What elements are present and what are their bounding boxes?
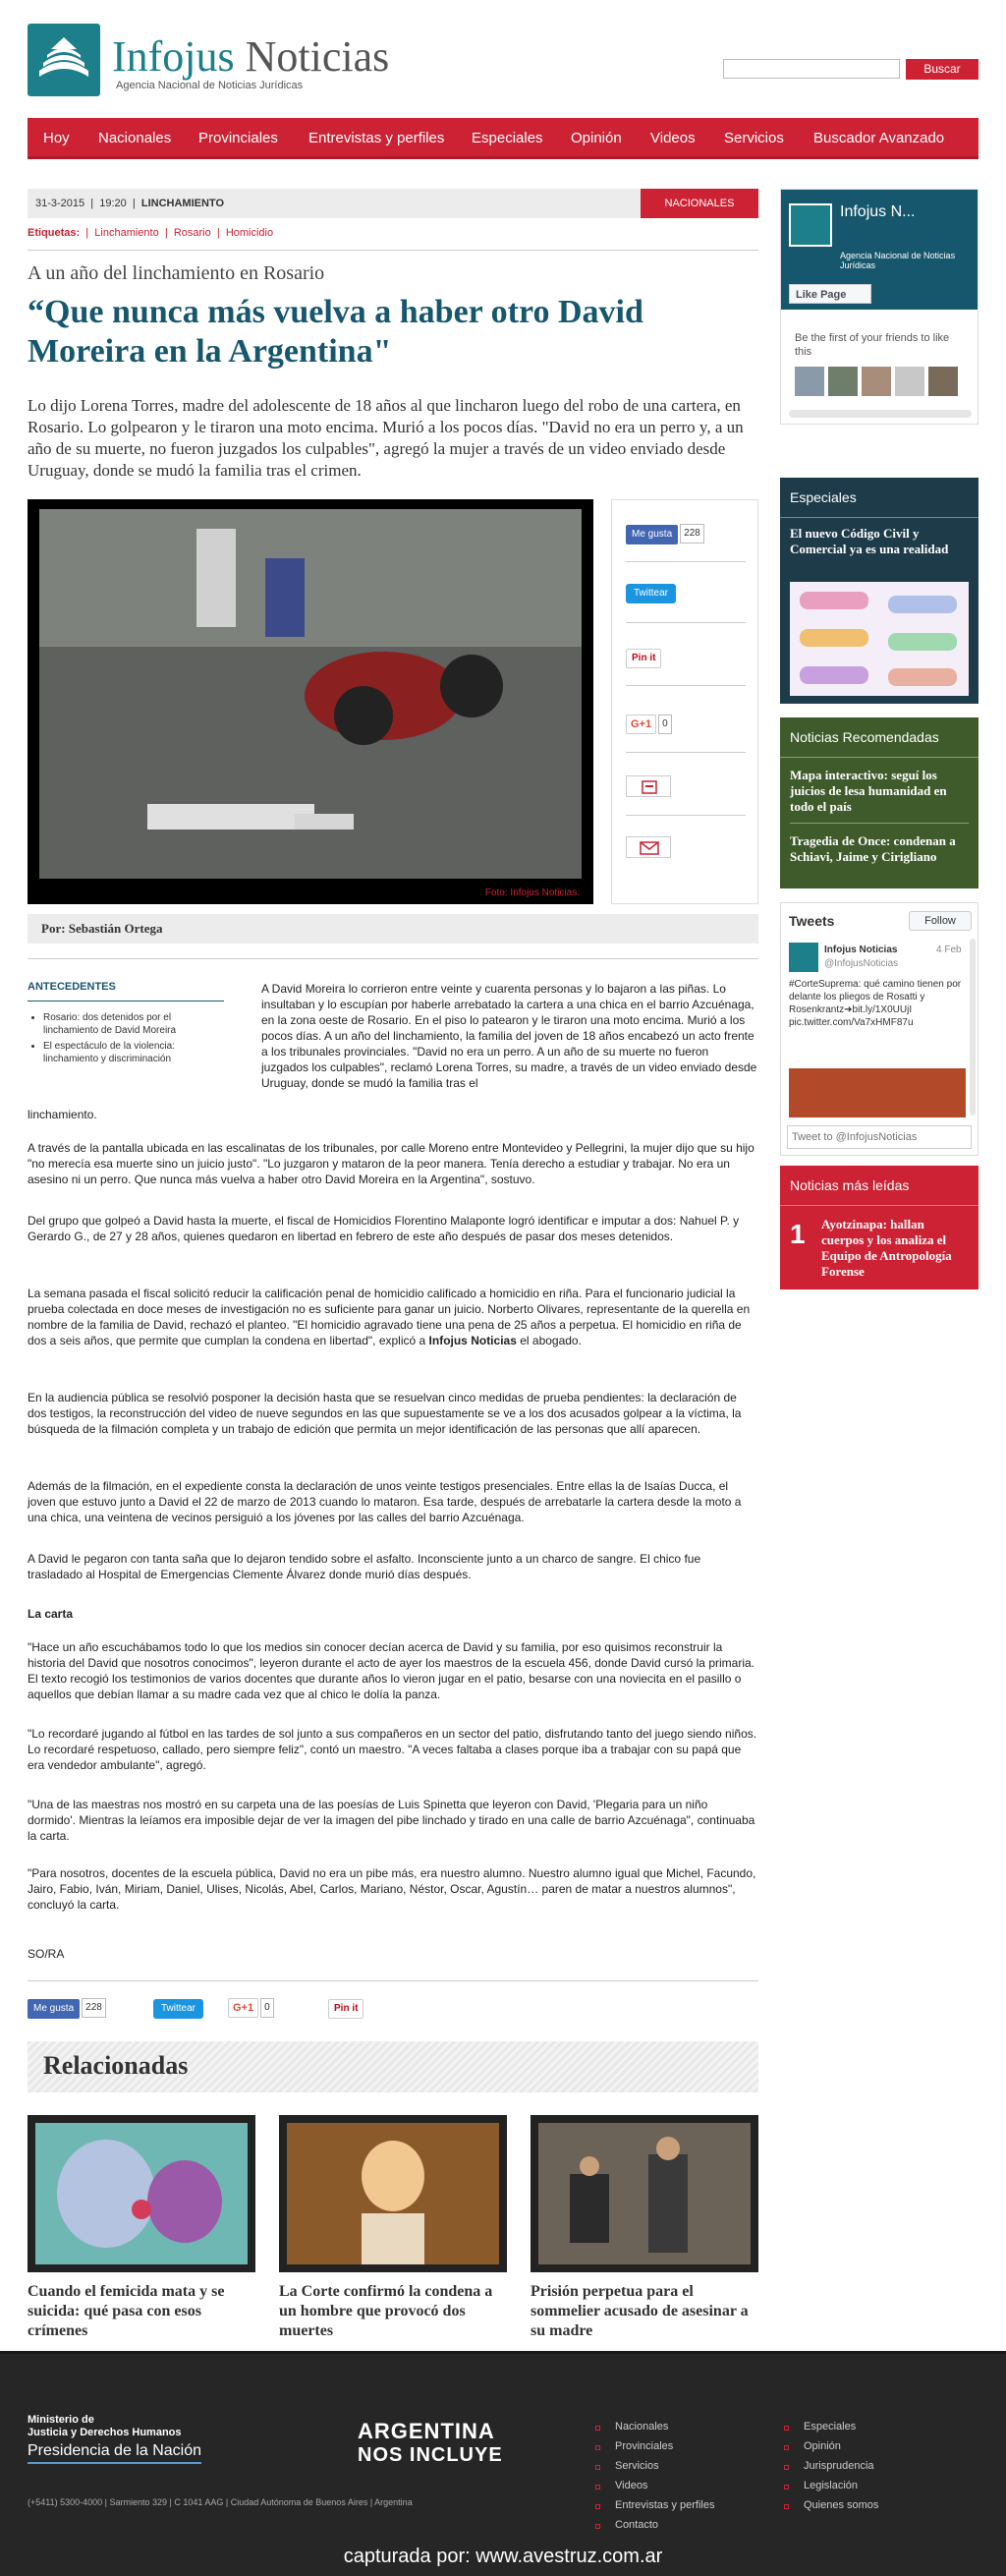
envelope-icon bbox=[627, 837, 672, 859]
logo-subtitle: Agencia Nacional de Noticias Jurídicas bbox=[116, 80, 304, 91]
share-panel bbox=[611, 499, 758, 904]
footer-link[interactable]: Quienes somos bbox=[804, 2499, 879, 2511]
footer-link[interactable]: Nacionales bbox=[615, 2421, 669, 2433]
footer-link[interactable]: Especiales bbox=[804, 2421, 857, 2433]
footer-link[interactable]: Entrevistas y perfiles bbox=[615, 2499, 715, 2511]
plus-count: 0 bbox=[260, 1998, 274, 2018]
nav-item-opinion[interactable]: Opinión bbox=[571, 130, 622, 146]
bullet-icon bbox=[595, 2485, 600, 2490]
related-thumb-2[interactable] bbox=[279, 2115, 507, 2272]
nav-item-entrevistas[interactable]: Entrevistas y perfiles bbox=[308, 130, 445, 146]
rank-number: 1 bbox=[790, 1219, 806, 1249]
body-text: el abogado. bbox=[520, 1334, 582, 1347]
friend-avatar bbox=[828, 367, 858, 396]
body-paragraph: A David Moreira lo corrieron entre veinte y cuarenta personas y lo bajaron a las piñas. Lo insultaban y lo escupían por haberle arrebatado la cartera a una chica en el barrio Azcuénaga, en la zona oeste de Rosario. En el piso lo patearon y le tiraron una moto encima. Murió a los pocos días. A un año del linchamiento, la familia del joven de 18 años encabezó un acto frente a los tribunales provinciales. "David no era un perro. A un año de su muerte no fueron juzgados los culpables", reclamó Lorena Torres, su madre, a través de un video enviado desde Uruguay, donde se mudó la familia tras el bbox=[261, 982, 757, 1090]
divider bbox=[626, 752, 746, 753]
bullet-icon bbox=[595, 2465, 600, 2470]
bullet-icon bbox=[784, 2485, 789, 2490]
body-paragraph: Además de la filmación, en el expediente consta la declaración de unos veinte testigos presenciales. Entre ellas la de Isaías Ducca, el joven que estuvo junto a David el 22 de marzo de 2013 cuando lo mataron. Esa tarde, después de arrebatarle la cartera desde la moto a una chica, una veintena de vecinos persiguió a los jóvenes por las calles del barrio Azcuénaga. bbox=[28, 1479, 742, 1524]
divider bbox=[28, 1980, 758, 1981]
tweet-author[interactable]: Infojus Noticias bbox=[824, 945, 898, 955]
tweet-date: 4 Feb bbox=[936, 945, 962, 955]
divider bbox=[626, 561, 746, 562]
recomendada-link[interactable]: Tragedia de Once: condenan a Schiavi, Jaime y Cirigliano bbox=[790, 833, 956, 864]
capture-watermark: capturada por: www.avestruz.com.ar bbox=[343, 2546, 663, 2567]
bullet-icon bbox=[784, 2445, 789, 2450]
bullet-icon bbox=[595, 2504, 600, 2509]
article-photo bbox=[28, 499, 593, 904]
bullet-icon bbox=[784, 2426, 789, 2431]
meta-divider: | bbox=[129, 198, 141, 209]
fb-like-page-button[interactable]: Like Page bbox=[789, 284, 871, 304]
footer-ministry-1: Ministerio de bbox=[28, 2414, 94, 2426]
footer-link[interactable]: Servicios bbox=[615, 2460, 659, 2472]
photo-caption: Foto: Infojus Noticias. bbox=[484, 887, 580, 898]
body-paragraph: "Hace un año escuchábamos todo lo que los medios sin conocer decían acerca de David y su familia, por eso quisimos reconstruir la historia del David que nosotros conocimos", leyeron durante el acto de ayer los maestros de la escuela 456, donde David cursó la primaria. El texto recogió los testimonios de varios docentes que durante años lo vieron jugar en el patio, besarse con una noviecita en el pasillo o aquellos que debían llamar a su madre cada vez que al chico le dolía la panza. bbox=[28, 1640, 754, 1701]
article-date: 31-3-2015 bbox=[35, 198, 85, 209]
article-topic: LINCHAMIENTO bbox=[140, 198, 225, 209]
illustration-faces-icon bbox=[28, 2115, 255, 2272]
scrollbar[interactable] bbox=[970, 939, 976, 1116]
google-plus-button[interactable]: G+1 bbox=[626, 715, 656, 734]
logo-word-infojus: Infojus bbox=[112, 32, 235, 81]
especiales-widget bbox=[780, 478, 978, 704]
nav-item-buscador[interactable]: Buscador Avanzado bbox=[813, 130, 945, 146]
courtroom-photo-icon bbox=[531, 2115, 758, 2272]
search-input[interactable] bbox=[723, 59, 900, 79]
nav-item-especiales[interactable]: Especiales bbox=[472, 130, 543, 146]
scrollbar[interactable] bbox=[789, 410, 972, 418]
photo-image bbox=[39, 509, 582, 879]
especiales-thumb[interactable] bbox=[790, 582, 969, 696]
like-count: 228 bbox=[82, 1998, 106, 2018]
article-kicker: A un año del linchamiento en Rosario bbox=[28, 262, 325, 284]
logo-wordmark bbox=[112, 33, 389, 81]
antecedente-link[interactable]: • Rosario: dos detenidos por el linchamiento de David Moreira bbox=[43, 1011, 224, 1037]
footer-link[interactable]: Videos bbox=[615, 2480, 648, 2491]
bullet-icon bbox=[595, 2445, 600, 2450]
tweets-title: Tweets bbox=[789, 913, 835, 929]
fb-page-name[interactable]: Infojus N... bbox=[840, 203, 916, 220]
mas-leida-link[interactable]: Ayotzinapa: hallan cuerpos y los analiza el Equipo de Antropología Forense bbox=[821, 1217, 952, 1279]
facebook-like-button[interactable]: Me gusta bbox=[626, 525, 678, 544]
antecedente-link[interactable]: • El espectáculo de la violencia: linchamiento y discriminación bbox=[43, 1040, 224, 1065]
meta-divider: | bbox=[87, 198, 100, 209]
book-logo-icon bbox=[28, 24, 100, 96]
related-caption-1[interactable]: Cuando el femicida mata y se suicida: qué pasa con esos crímenes bbox=[28, 2283, 225, 2339]
like-count: 228 bbox=[680, 524, 704, 544]
nav-item-hoy[interactable]: Hoy bbox=[43, 130, 70, 146]
nav-item-provinciales[interactable]: Provinciales bbox=[198, 130, 278, 146]
body-paragraph: En la audiencia pública se resolvió posponer la decisión hasta que se resuelvan cinco medidas de prueba pendientes: la declaración de dos testigos, la reconstrucción del video de nueve segundos en las que supuestamente se ve a los dos acusados golpear a la víctima, la búsqueda de la filmación completa y un trabajo de edición que permita un mejor identificación de las personas que allí aparecen. bbox=[28, 1391, 742, 1436]
footer-slogan-2: NOS INCLUYE bbox=[358, 2444, 503, 2466]
fb-friends-text: Be the first of your friends to like this bbox=[795, 332, 950, 358]
footer-slogan-1: ARGENTINA bbox=[358, 2419, 495, 2443]
bullet-icon bbox=[784, 2465, 789, 2470]
friend-avatar bbox=[928, 367, 958, 396]
footer-presidency[interactable]: Presidencia de la Nación bbox=[28, 2442, 201, 2464]
body-bold-text: Infojus Noticias bbox=[428, 1334, 517, 1347]
email-button[interactable] bbox=[626, 836, 671, 858]
related-thumb-3[interactable] bbox=[531, 2115, 758, 2272]
google-plus-bottom[interactable] bbox=[228, 1998, 274, 2020]
friend-avatar bbox=[895, 367, 924, 396]
tweet-image[interactable] bbox=[789, 1068, 966, 1117]
pin-it-button[interactable]: Pin it bbox=[626, 649, 661, 668]
body-paragraph-end: linchamiento. bbox=[28, 1108, 97, 1121]
antecedentes-list bbox=[28, 1011, 224, 1065]
footer-link[interactable]: Opinión bbox=[804, 2440, 841, 2452]
tweet-avatar bbox=[789, 943, 818, 972]
footer-link[interactable]: Provinciales bbox=[615, 2440, 674, 2452]
twitter-share-button[interactable]: Twittear bbox=[153, 1999, 203, 2019]
article-lead: Lo dijo Lorena Torres, madre del adolescente de 18 años al que lincharon luego del robo de una cartera, en Rosario. Lo golpearon y le tiraron una moto encima. Murió a los pocos días. "David no era un perro y, a un año de su muerte, no fueron juzgados los culpables", agregó la mujer a través de un video enviado desde Uruguay, donde se mudó la familia tras el crimen. bbox=[28, 396, 744, 480]
facebook-like[interactable] bbox=[626, 524, 704, 545]
site-footer bbox=[0, 2351, 1006, 2576]
body-paragraph: "Lo recordaré jugando al fútbol en las tardes de sol junto a sus compañeros en un sector del patio, disfrutando tanto del juego siendo niños. Lo recordaré respetuoso, callado, pero siempre feliz", contó un maestro. "A veces faltaba a clases porque iba a trabajar con su papá que era vendedor ambulante", agregó. bbox=[28, 1727, 757, 1772]
facebook-like-button[interactable]: Me gusta bbox=[28, 1999, 80, 2019]
body-text: La semana pasada el fiscal solicitó reducir la calificación penal de homicidio calificado a homicidio en riña. Para el funcionario judicial la prueba colectada en doce meses de investigación no es suficiente para ganar un juicio. Norberto Olivares, representante de la querella en nombre de la familia de David, rechazó el planteo. "El homicidio agravado tiene una pena de 25 años a perpetua. El homicidio en riña de dos a seis años, que permite que cumplan la condena en libertad", explicó a bbox=[28, 1287, 751, 1347]
divider bbox=[626, 622, 746, 623]
divider bbox=[626, 815, 746, 816]
nav-item-nacionales[interactable]: Nacionales bbox=[98, 130, 172, 146]
main-nav bbox=[28, 118, 978, 159]
twitter-share-bottom[interactable] bbox=[153, 1998, 203, 2020]
divider bbox=[28, 958, 758, 959]
tweet-handle: @InfojusNoticias bbox=[824, 958, 899, 969]
article-author: Por: Sebastián Ortega bbox=[28, 914, 758, 944]
mas-leidas-title: Noticias más leídas bbox=[780, 1166, 978, 1206]
mas-leidas-widget bbox=[780, 1166, 978, 1289]
body-paragraph: Del grupo que golpeó a David hasta la muerte, el fiscal de Homicidios Florentino Malaponte logró identificar e imputar a dos: Nahuel P. y Gerardo G., de 27 y 28 años, quienes quedaron en libertad en febrero de este año después de pasar dos meses detenidos. bbox=[28, 1214, 740, 1243]
body-paragraph: "Una de las maestras nos mostró en su carpeta una de las poesías de Luis Spinetta que leyeron con David, 'Plegaria para un niño dormido'. Mientras la leíamos era imposible dejar de ver la imagen del pibe linchado y tirado en una calle de barrio Azcuénaga", continuaba la carta. bbox=[28, 1798, 755, 1843]
article-headline: “Que nunca más vuelva a haber otro David Moreira en la Argentina" bbox=[28, 294, 643, 370]
body-paragraph: "Para nosotros, docentes de la escuela pública, David no era un pibe más, era nuestro alumno. Nuestro alumno igual que Michel, Facundo, Jairo, Fabio, Iván, Miriam, Daniel, Ulises, Nicolás, Abel, Carlos, Mariano, Néstor, Oscar, Agustín… paren de matar a nuestros alumnos", concluyó la carta. bbox=[28, 1866, 756, 1912]
illustration-woman-icon bbox=[279, 2115, 507, 2272]
footer-link[interactable]: Jurisprudencia bbox=[804, 2460, 874, 2472]
twitter-share-button[interactable]: Twittear bbox=[626, 584, 676, 603]
body-paragraph: A través de la pantalla ubicada en las escalinatas de los tribunales, por calle Moreno entre Montevideo y Pellegrini, la mujer dijo que su hijo "no merecía esa muerte sino un juicio justo". "Lo juzgaron y mataron de la peor manera. Tenía derecho a estudiar y trabajar. No era un asesino ni un perro. Que nunca más vuelva a haber otro David Moreira en la Argentina", sostuvo. bbox=[28, 1141, 754, 1186]
google-plus-share[interactable] bbox=[626, 715, 672, 736]
page-avatar bbox=[789, 203, 832, 247]
tags-row: Etiquetas: | Linchamiento | Rosario | Homicidio bbox=[28, 227, 274, 239]
print-button[interactable] bbox=[626, 775, 671, 797]
site-header bbox=[0, 0, 1006, 116]
nav-item-videos[interactable]: Videos bbox=[650, 130, 696, 146]
nav-item-servicios[interactable]: Servicios bbox=[724, 130, 784, 146]
footer-ministry-2: Justicia y Derechos Humanos bbox=[28, 2427, 182, 2438]
section-badge[interactable]: NACIONALES bbox=[641, 189, 758, 218]
recomendadas-widget bbox=[780, 717, 978, 888]
bullet-icon bbox=[784, 2504, 789, 2509]
tweet-input[interactable] bbox=[787, 1125, 972, 1149]
divider bbox=[626, 685, 746, 686]
twitter-widget bbox=[780, 902, 978, 1156]
related-caption-2[interactable]: La Corte confirmó la condena a un hombre que provocó dos muertes bbox=[279, 2283, 493, 2339]
body-paragraph bbox=[28, 1286, 758, 1348]
footer-link[interactable]: Contacto bbox=[615, 2519, 659, 2531]
google-plus-button[interactable]: G+1 bbox=[228, 1998, 258, 2018]
friend-avatar bbox=[862, 367, 891, 396]
antecedentes-box bbox=[28, 981, 224, 1068]
related-thumb-1[interactable] bbox=[28, 2115, 255, 2272]
search-button[interactable]: Buscar bbox=[906, 59, 978, 80]
friend-avatar bbox=[795, 367, 824, 396]
especiales-link[interactable]: El nuevo Código Civil y Comercial ya es una realidad bbox=[790, 526, 949, 556]
recomendada-link[interactable]: Mapa interactivo: seguí los juicios de lesa humanidad en todo el país bbox=[790, 768, 947, 814]
footer-link[interactable]: Legislación bbox=[804, 2480, 859, 2491]
tag-link[interactable]: Homicidio bbox=[225, 227, 274, 239]
recomendadas-title: Noticias Recomendadas bbox=[780, 717, 978, 758]
pin-it-button[interactable]: Pin it bbox=[328, 1999, 363, 2019]
follow-button[interactable]: Follow bbox=[909, 911, 972, 931]
pinterest-share[interactable] bbox=[626, 648, 661, 669]
twitter-share[interactable] bbox=[626, 583, 676, 604]
pinterest-bottom[interactable] bbox=[328, 1998, 363, 2020]
especiales-title: Especiales bbox=[780, 478, 978, 518]
codigo-civil-illustration-icon bbox=[790, 582, 969, 696]
body-paragraph: A David le pegaron con tanta saña que lo dejaron tendido sobre el asfalto. Inconsciente junto a un charco de sangre. El chico fue trasladado al Hospital de Emergencias Clemente Álvarez donde murió días después. bbox=[28, 1552, 701, 1581]
tag-link[interactable]: Linchamiento bbox=[94, 227, 159, 239]
article-time: 19:20 bbox=[99, 198, 127, 209]
tweet-text: #CorteSuprema: qué camino tienen por delante los pliegos de Rosatti y Rosenkrantz➜bit.ly/1X0UUjI pic.twitter.com/Va7xHMF87u bbox=[789, 979, 962, 1028]
site-logo[interactable] bbox=[28, 24, 391, 97]
divider bbox=[28, 250, 758, 251]
related-title: Relacionadas bbox=[43, 2051, 189, 2080]
footer-address: (+5411) 5300-4000 | Sarmiento 329 | C 1041 AAG | Ciudad Autónoma de Buenos Aires | Argentina bbox=[28, 2497, 413, 2507]
plus-count: 0 bbox=[658, 715, 672, 734]
antecedentes-title: ANTECEDENTES bbox=[28, 981, 224, 1002]
tags-label: Etiquetas: bbox=[28, 227, 81, 239]
facebook-page-widget bbox=[780, 189, 978, 425]
print-icon bbox=[627, 776, 672, 798]
body-subheading: La carta bbox=[28, 1607, 74, 1621]
logo-word-noticias: Noticias bbox=[245, 32, 390, 81]
facebook-like-bottom[interactable] bbox=[28, 1998, 106, 2020]
crime-scene-photo-icon bbox=[39, 509, 582, 879]
fb-page-sub: Agencia Nacional de Noticias Jurídicas bbox=[840, 251, 956, 270]
bullet-icon bbox=[595, 2524, 600, 2529]
tag-link[interactable]: Rosario bbox=[173, 227, 211, 239]
article-signature: SO/RA bbox=[28, 1947, 65, 1961]
related-caption-3[interactable]: Prisión perpetua para el sommelier acusado de asesinar a su madre bbox=[531, 2283, 749, 2339]
bullet-icon bbox=[595, 2426, 600, 2431]
